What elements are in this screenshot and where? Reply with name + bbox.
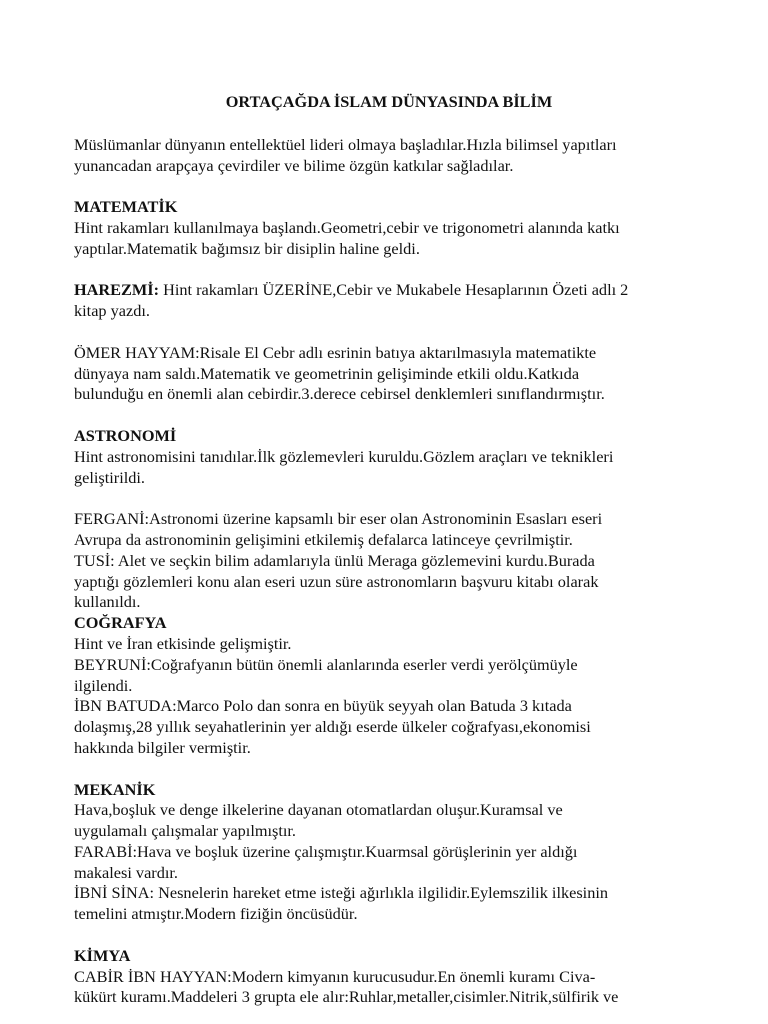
text-line: Hint astronomisini tanıdılar.İlk gözlemevleri kuruldu.Gözlem araçları ve teknikleri xyxy=(74,446,614,466)
text-line: geliştirildi. xyxy=(74,467,145,487)
text-line: İBN BATUDA:Marco Polo dan sonra en büyük seyyah olan Batuda 3 kıtada xyxy=(74,696,572,716)
tusi-paragraph xyxy=(74,551,694,613)
text-line: ÖMER HAYYAM:Risale El Cebr adlı esrinin batıya aktarılmasıyla matematikte xyxy=(74,342,597,362)
text-line: yaptılar.Matematik bağımsız bir disiplin haline geldi. xyxy=(74,238,420,258)
spacer xyxy=(74,405,694,426)
text-line: makalesi vardır. xyxy=(74,862,178,882)
mekanik-paragraph xyxy=(74,800,694,842)
spacer xyxy=(74,176,694,197)
text-line: temelini atmıştır.Modern fiziğin öncüsüdür. xyxy=(74,904,358,924)
text-line: bulunduğu en önemli alan cebirdir.3.derece cebirsel denklemleri sınıflandırmıştır. xyxy=(74,384,605,404)
astronomi-paragraph xyxy=(74,447,694,489)
spacer xyxy=(74,322,694,343)
document-title: ORTAÇAĞDA İSLAM DÜNYASINDA BİLİM xyxy=(225,92,553,111)
harezmi-text: Hint rakamları ÜZERİNE,Cebir ve Mukabele Hesaplarının Özeti adlı 2 xyxy=(159,280,629,300)
spacer xyxy=(74,759,694,780)
harezmi-paragraph xyxy=(74,280,694,322)
text-line: Hava,boşluk ve denge ilkelerine dayanan otomatlardan oluşur.Kuramsal ve xyxy=(74,800,563,820)
text-line: dünyaya nam saldı.Matematik ve geometrinin gelişiminde etkili oldu.Katkıda xyxy=(74,363,580,383)
text-line: Avrupa da astronominin gelişimini etkilemiş defalarca latinceye çevrilmiştir. xyxy=(74,529,573,549)
omer-hayyam-paragraph xyxy=(74,343,694,405)
spacer xyxy=(74,488,694,509)
text-line: Hint rakamları kullanılmaya başlandı.Geometri,cebir ve trigonometri alanında katkı xyxy=(74,217,620,237)
spacer xyxy=(74,925,694,946)
matematik-paragraph xyxy=(74,218,694,260)
text-line xyxy=(74,280,694,301)
harezmi-name: HAREZMİ: xyxy=(74,280,160,300)
cabir-paragraph xyxy=(74,967,694,1009)
section-heading-astronomi: ASTRONOMİ xyxy=(74,425,177,445)
text-line: kitap yazdı. xyxy=(74,301,150,321)
cografya-paragraph xyxy=(74,634,694,655)
text-line: kükürt kuramı.Maddeleri 3 grupta ele alır:Ruhlar,metaller,cisimler.Nitrik,sülfirik ve xyxy=(74,987,619,1007)
text-line: BEYRUNİ:Coğrafyanın bütün önemli alanlarında eserler verdi yerölçümüyle xyxy=(74,654,578,674)
text-line: kullanıldı. xyxy=(74,592,141,612)
text-line: yunancadan arapçaya çevirdiler ve bilime özgün katkılar sağladılar. xyxy=(74,155,514,175)
text-line: Müslümanlar dünyanın entellektüel lideri olmaya başladılar.Hızla bilimsel yapıtları xyxy=(74,134,617,154)
intro-paragraph xyxy=(74,135,694,177)
text-line: uygulamalı çalışmalar yapılmıştır. xyxy=(74,821,297,841)
text-line: FERGANİ:Astronomi üzerine kapsamlı bir eser olan Astronominin Esasları eseri xyxy=(74,509,603,529)
text-line: dolaşmış,28 yıllık seyahatlerinin yer aldığı eserde ülkeler coğrafyası,ekonomisi xyxy=(74,717,591,737)
text-line: ilgilendi. xyxy=(74,675,133,695)
section-heading-cografya: COĞRAFYA xyxy=(74,613,167,633)
ibni-sina-paragraph xyxy=(74,883,694,925)
ibn-batuda-paragraph xyxy=(74,696,694,758)
text-line: Hint ve İran etkisinde gelişmiştir. xyxy=(74,633,292,653)
section-heading-matematik: MATEMATİK xyxy=(74,197,178,217)
section-heading-mekanik: MEKANİK xyxy=(74,779,156,799)
text-line: TUSİ: Alet ve seçkin bilim adamlarıyla ünlü Meraga gözlemevini kurdu.Burada xyxy=(74,550,595,570)
fergani-paragraph xyxy=(74,509,694,551)
text-line: FARABİ:Hava ve boşluk üzerine çalışmıştır.Kuarmsal görüşlerinin yer aldığı xyxy=(74,841,578,861)
text-line: hakkında bilgiler vermiştir. xyxy=(74,737,251,757)
document-page xyxy=(74,92,694,1008)
beyruni-paragraph xyxy=(74,655,694,697)
text-line: yaptığı gözlemleri konu alan eseri uzun süre astronomların başvuru kitabı olarak xyxy=(74,571,599,591)
text-line: CABİR İBN HAYYAN:Modern kimyanın kurucusudur.En önemli kuramı Civa- xyxy=(74,966,596,986)
farabi-paragraph xyxy=(74,842,694,884)
spacer xyxy=(74,260,694,281)
text-line: İBNİ SİNA: Nesnelerin hareket etme isteği ağırlıkla ilgilidir.Eylemszilik ilkesinin xyxy=(74,883,608,903)
section-heading-kimya: KİMYA xyxy=(74,945,131,965)
